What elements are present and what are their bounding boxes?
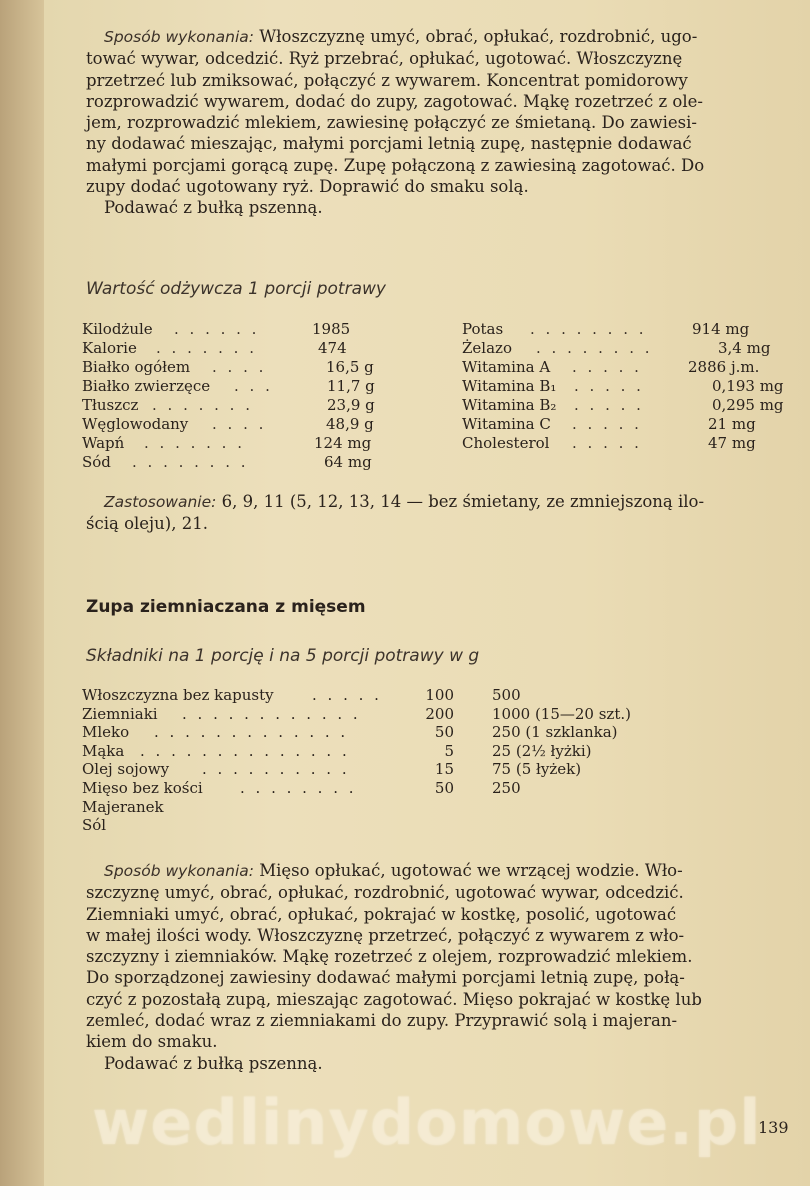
method-line-6: Do sporządzonej zawiesiny dodawać małymi porcjami letnią zupę, połą-: [86, 968, 685, 988]
ingredients-title: Składniki na 1 porcję i na 5 porcji potrawy w g: [86, 646, 480, 666]
recipe-method-label: Sposób wykonania:: [104, 862, 254, 880]
intro-line-8: zupy dodać ugotowany ryż. Doprawić do smaku solą.: [86, 177, 529, 197]
intro-line-3: przetrzeć lub zmiksować, połączyć z wywarem. Koncentrat pomidorowy: [86, 70, 688, 90]
page-gutter-shadow: [0, 0, 44, 1200]
method-line-7: czyć z pozostałą zupą, mieszając zagotować. Mięso pokrajać w kostkę lub: [86, 989, 702, 1009]
nutrition-right-column: [462, 320, 792, 453]
nutrition-row: Cholesterol . . . . . 47 mg: [462, 434, 756, 452]
nutrition-row: Białko ogółem . . . . 16,5 g: [82, 358, 374, 376]
method-line-9: kiem do smaku.: [86, 1032, 218, 1052]
nutrition-row: Witamina B₂ . . . . . 0,295 mg: [462, 396, 784, 414]
page-number: 139: [758, 1118, 789, 1137]
method-line-3: Ziemniaki umyć, obrać, opłukać, pokrajać w kostkę, posolić, ugotować: [86, 904, 677, 924]
intro-line-2: tować wywar, odcedzić. Ryż przebrać, opłukać, ugotować. Włoszczyznę: [86, 49, 683, 69]
nutrition-row: Witamina A . . . . . 2886 j.m.: [462, 358, 760, 376]
nutrition-row: Witamina C . . . . . 21 mg: [462, 415, 756, 433]
usage-line-1: Zastosowanie: 6, 9, 11 (5, 12, 13, 14 — bez śmietany, ze zmniejszoną ilo-: [104, 492, 705, 511]
nutrition-row: Białko zwierzęce . . . 11,7 g: [82, 377, 375, 395]
method-line-2: szczyznę umyć, obrać, opłukać, rozdrobnić, ugotować wywar, odcedzić.: [86, 883, 684, 903]
nutrition-row: Tłuszcz . . . . . . . 23,9 g: [82, 396, 375, 414]
recipe-serve-line: Podawać z bułką pszenną.: [104, 1053, 323, 1073]
nutrition-row: Węglowodany . . . . 48,9 g: [82, 415, 374, 433]
nutrition-title: Wartość odżywcza 1 porcji potrawy: [86, 279, 386, 299]
nutrition-row: Potas . . . . . . . . 914 mg: [462, 320, 750, 338]
usage-paragraph: [86, 491, 792, 535]
recipe-title: Zupa ziemniaczana z mięsem: [86, 597, 366, 617]
usage-label: Zastosowanie:: [104, 493, 217, 511]
intro-serve-line: Podawać z bułką pszenną.: [104, 198, 323, 218]
method-line-4: w małej ilości wody. Włoszczyznę przetrzeć, połączyć z wywarem z wło-: [86, 925, 685, 945]
intro-line-1: Sposób wykonania: Włoszczyznę umyć, obrać, opłukać, rozdrobnić, ugo-: [104, 27, 698, 46]
intro-method-label: Sposób wykonania:: [104, 28, 254, 46]
method-line-1: Sposób wykonania: Mięso opłukać, ugotować we wrzącej wodzie. Wło-: [104, 861, 683, 880]
nutrition-row: Sód . . . . . . . . 64 mg: [82, 453, 372, 471]
intro-line-5: jem, rozprowadzić mlekiem, zawiesinę połączyć ze śmietaną. Do zawiesi-: [86, 113, 697, 133]
usage-line-2: ścią oleju), 21.: [86, 514, 208, 534]
watermark: wedlinydomowe.pl: [92, 1086, 762, 1159]
nutrition-row: Kalorie . . . . . . . 474: [82, 339, 347, 357]
intro-line-6: ny dodawać mieszając, małymi porcjami letnią zupę, następnie dodawać: [86, 134, 692, 154]
recipe-method-paragraph: [86, 860, 792, 1074]
scan-edge: [0, 1186, 810, 1200]
nutrition-row: Kilodżule . . . . . . 1985: [82, 320, 351, 338]
nutrition-row: Witamina B₁ . . . . . 0,193 mg: [462, 377, 784, 395]
nutrition-row: Żelazo . . . . . . . . 3,4 mg: [462, 339, 771, 357]
intro-method-paragraph: [86, 26, 792, 219]
intro-line-7: małymi porcjami gorącą zupę. Zupę połączoną z zawiesiną zagotować. Do: [86, 155, 705, 175]
nutrition-row: Wapń . . . . . . . 124 mg: [82, 434, 372, 452]
method-line-8: zemleć, dodać wraz z ziemniakami do zupy. Przyprawić solą i majeran-: [86, 1011, 678, 1031]
nutrition-left-column: [82, 320, 382, 472]
intro-line-4: rozprowadzić wywarem, dodać do zupy, zagotować. Mąkę rozetrzeć z ole-: [86, 91, 703, 111]
method-line-5: szczyzny i ziemniaków. Mąkę rozetrzeć z olejem, rozprowadzić mlekiem.: [86, 947, 693, 967]
